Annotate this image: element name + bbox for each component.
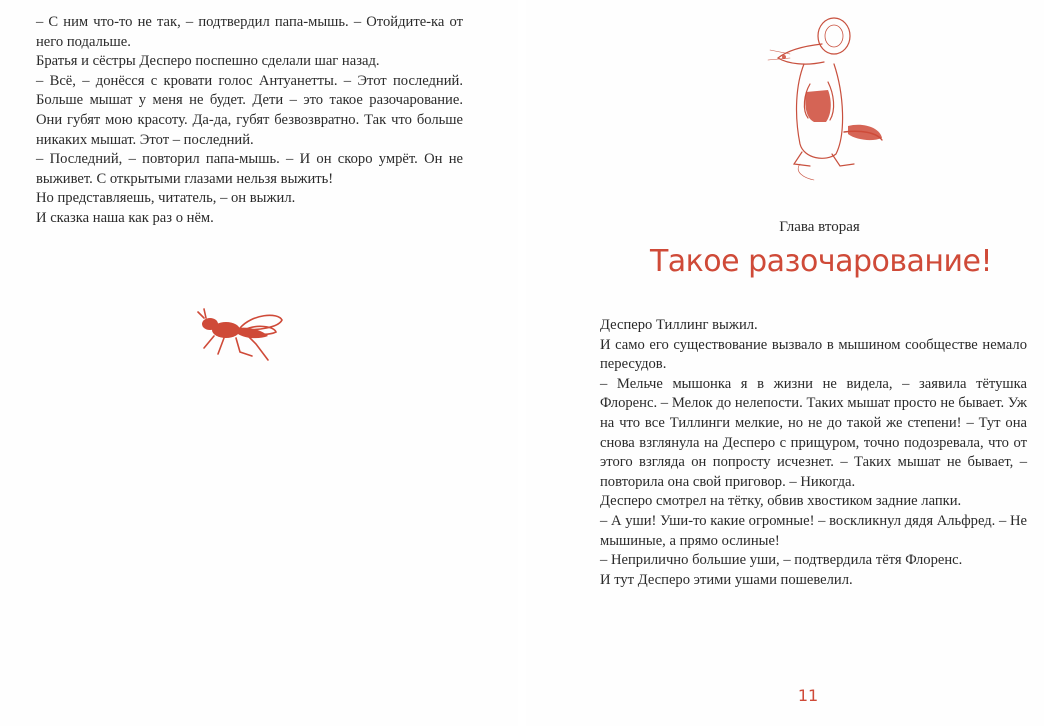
left-page-text — [36, 13, 463, 229]
right-page — [526, 0, 1044, 726]
paragraph: – Всё, – донёсся с кровати голос Антуанетты. – Этот последний. Больше мышат у меня не будет. Дети – это такое разочарование. Они губят мою красоту. Да-да, губят безвозвратно. Так что больше никаких мышат. Этот – последний. — [36, 72, 463, 148]
bee-illustration — [192, 306, 288, 364]
paragraph: Братья и сёстры Десперо поспешно сделали шаг назад. — [36, 53, 380, 70]
paragraph: – Последний, – повторил папа-мышь. – И он скоро умрёт. Он не выживет. С открытыми глазами нельзя выжить! — [36, 151, 463, 187]
left-page — [0, 0, 518, 726]
paragraph: – Мельче мышонка я в жизни не видела, – заявила тётушка Флоренс. – Мелок до нелепости. Таких мышат просто не бывает. Уж на что все Тиллинги мелкие, но не до такой же степени! – Тут она снова взглянула на Десперо с прищуром, точно подозревала, что от этого взгляда он попросту исчезнет. – Таких мышат не бывает, – повторила она свой приговор. – Никогда. — [600, 375, 1027, 490]
paragraph: Десперо Тиллинг выжил. — [600, 317, 758, 333]
paragraph: И тут Десперо этими ушами пошевелил. — [600, 571, 853, 588]
paragraph: Десперо смотрел на тётку, обвив хвостиком задние лапки. — [600, 493, 962, 510]
paragraph: – С ним что-то не так, – подтвердил папа-мышь. – Отойдите-ка от него подальше. — [36, 14, 463, 50]
paragraph: И само его существование вызвало в мышином сообществе немало пересудов. — [600, 336, 1027, 373]
paragraph: – А уши! Уши-то какие огромные! – воскликнул дядя Альфред. – Не мышиные, а прямо ослиные! — [600, 512, 1027, 549]
paragraph: – Неприлично большие уши, – подтвердила тётя Флоренс. — [600, 552, 963, 569]
chapter-label: Глава вторая — [779, 219, 860, 235]
page-number: 11 — [797, 686, 819, 705]
paragraph: И сказка наша как раз о нём. — [36, 209, 214, 226]
mouse-illustration — [744, 14, 884, 184]
chapter-title: Такое разочарование! — [649, 244, 993, 279]
right-page-text — [600, 316, 1027, 590]
paragraph: Но представляешь, читатель, – он выжил. — [36, 190, 296, 207]
